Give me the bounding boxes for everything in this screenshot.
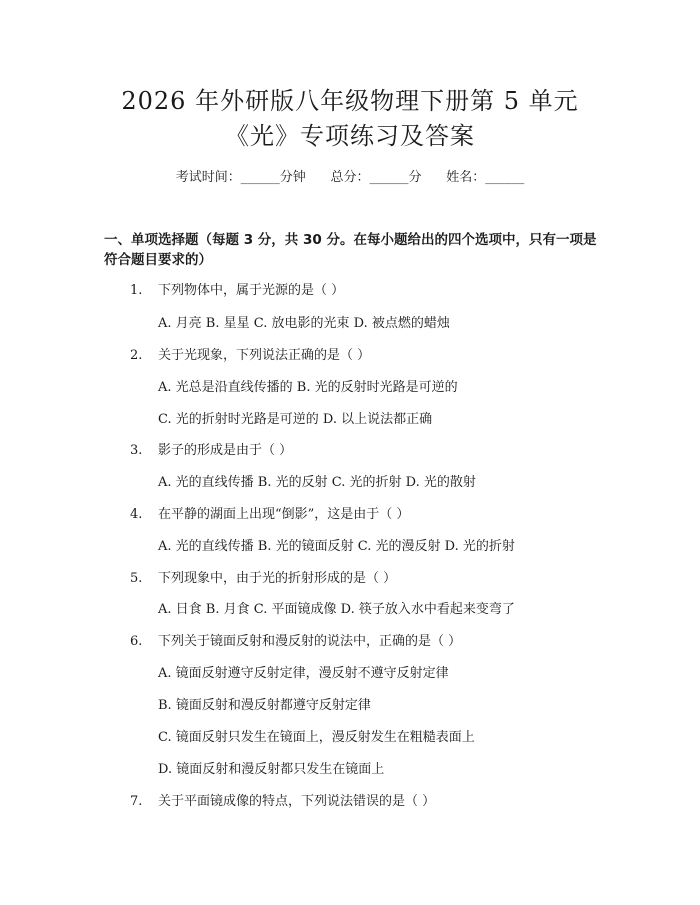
exam-info-line: 考试时间：______分钟 总分：______分 姓名：______ [175, 170, 525, 185]
question-number: 6. [130, 634, 143, 649]
question-option-line: C. 光的折射时光路是可逆的 D. 以上说法都正确 [158, 412, 433, 427]
question-number: 5. [130, 571, 143, 586]
question-text: 关于光现象，下列说法正确的是（ ） [158, 348, 371, 363]
question-number: 2. [130, 348, 143, 363]
question-text: 下列关于镜面反射和漫反射的说法中，正确的是（ ） [158, 634, 462, 649]
question-number: 1. [130, 283, 143, 298]
document-title-line1: 2026 年外研版八年级物理下册第 5 单元 [121, 87, 579, 115]
question-number: 3. [130, 443, 143, 458]
question-option-line: A. 光的直线传播 B. 光的反射 C. 光的折射 D. 光的散射 [158, 475, 476, 490]
question-text: 下列物体中，属于光源的是（ ） [158, 283, 345, 298]
question-option-line: A. 镜面反射遵守反射定律，漫反射不遵守反射定律 [158, 666, 449, 681]
question-number: 7. [130, 794, 143, 809]
question-option-line: B. 镜面反射和漫反射都遵守反射定律 [158, 698, 371, 713]
question-text: 关于平面镜成像的特点，下列说法错误的是（ ） [158, 794, 436, 809]
question-option-line: D. 镜面反射和漫反射都只发生在镜面上 [158, 762, 385, 777]
question-text: 在平静的湖面上出现“倒影”，这是由于（ ） [158, 507, 410, 522]
question-number: 4. [130, 507, 143, 522]
question-text: 影子的形成是由于（ ） [158, 443, 293, 458]
document-title-line2: 《光》专项练习及答案 [225, 122, 475, 150]
question-option-line: A. 光的直线传播 B. 光的镜面反射 C. 光的漫反射 D. 光的折射 [158, 539, 515, 554]
section-heading-line1: 一、单项选择题（每题 3 分，共 30 分。在每小题给出的四个选项中，只有一项是 [104, 232, 597, 248]
question-option-line: A. 月亮 B. 星星 C. 放电影的光束 D. 被点燃的蜡烛 [158, 316, 450, 331]
question-text: 下列现象中，由于光的折射形成的是（ ） [158, 571, 397, 586]
question-option-line: A. 日食 B. 月食 C. 平面镜成像 D. 筷子放入水中看起来变弯了 [158, 602, 515, 617]
section-heading-line2: 符合题目要求的） [104, 252, 212, 268]
question-option-line: A. 光总是沿直线传播的 B. 光的反射时光路是可逆的 [158, 380, 458, 395]
question-option-line: C. 镜面反射只发生在镜面上，漫反射发生在粗糙表面上 [158, 730, 475, 745]
